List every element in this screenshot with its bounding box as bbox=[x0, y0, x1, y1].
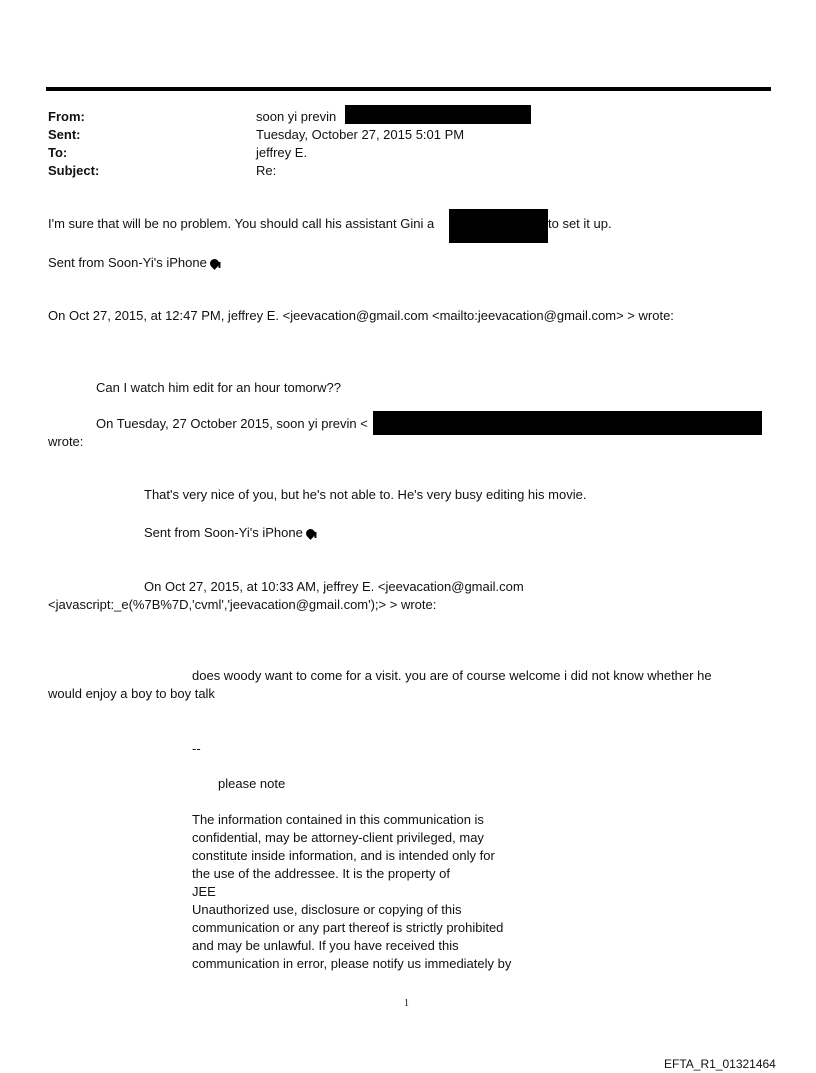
original-message-line1: does woody want to come for a visit. you are of course welcome i did not know whether he bbox=[192, 668, 712, 683]
reply-text-part1: I'm sure that will be no problem. You should call his assistant Gini a bbox=[48, 216, 435, 231]
disclaimer-line: JEE bbox=[192, 884, 216, 899]
redaction-box-from bbox=[345, 105, 531, 124]
quote3-header-line1: On Oct 27, 2015, at 10:33 AM, jeffrey E. <jeevacation@gmail.com bbox=[144, 579, 524, 594]
reply-text-part2: to set it up. bbox=[548, 216, 612, 231]
disclaimer-line: The information contained in this communication is bbox=[192, 812, 484, 827]
sent-label: Sent: bbox=[48, 127, 81, 142]
quote1-header: On Oct 27, 2015, at 12:47 PM, jeffrey E. <jeevacation@gmail.com <mailto:jeevacation@gmail.com> > wrote: bbox=[48, 308, 674, 323]
signature-2 bbox=[144, 525, 315, 541]
disclaimer-line: confidential, may be attorney-client privileged, may bbox=[192, 830, 484, 845]
disclaimer-line: the use of the addressee. It is the property of bbox=[192, 866, 450, 881]
disclaimer-line: communication in error, please notify us immediately by bbox=[192, 956, 512, 971]
document-id-footer: EFTA_R1_01321464 bbox=[664, 1057, 776, 1071]
subject-label: Subject: bbox=[48, 163, 100, 178]
disclaimer-line: and may be unlawful. If you have received this bbox=[192, 938, 459, 953]
question-text: Can I watch him edit for an hour tomorw?? bbox=[96, 380, 341, 395]
separator-dashes: -- bbox=[192, 741, 201, 756]
from-value: soon yi previn bbox=[256, 109, 337, 124]
map-pin-icon bbox=[208, 257, 221, 270]
reply2-text: That's very nice of you, but he's not able to. He's very busy editing his movie. bbox=[144, 487, 587, 502]
please-note: please note bbox=[218, 776, 286, 791]
signature-1 bbox=[48, 255, 219, 271]
original-message-line2: would enjoy a boy to boy talk bbox=[48, 686, 215, 701]
signature-2-text: Sent from Soon-Yi's iPhone bbox=[144, 525, 303, 540]
header-rule bbox=[46, 87, 771, 91]
redaction-box-email bbox=[373, 411, 762, 435]
disclaimer-line: Unauthorized use, disclosure or copying of this bbox=[192, 902, 462, 917]
redaction-box-phone bbox=[449, 209, 548, 243]
map-pin-icon bbox=[304, 527, 317, 540]
sent-value: Tuesday, October 27, 2015 5:01 PM bbox=[256, 127, 465, 142]
to-value: jeffrey E. bbox=[256, 145, 308, 160]
to-label: To: bbox=[48, 145, 68, 160]
page-number: 1 bbox=[404, 998, 409, 1009]
disclaimer-line: constitute inside information, and is intended only for bbox=[192, 848, 495, 863]
quote2-header-line1: On Tuesday, 27 October 2015, soon yi previn < bbox=[96, 416, 368, 431]
from-label: From: bbox=[48, 109, 85, 124]
quote3-header-line2: <javascript:_e(%7B%7D,'cvml','jeevacation@gmail.com');> > wrote: bbox=[48, 597, 437, 612]
signature-1-text: Sent from Soon-Yi's iPhone bbox=[48, 255, 207, 270]
subject-value: Re: bbox=[256, 163, 277, 178]
disclaimer-line: communication or any part thereof is strictly prohibited bbox=[192, 920, 504, 935]
quote2-header-line2: wrote: bbox=[48, 434, 84, 449]
